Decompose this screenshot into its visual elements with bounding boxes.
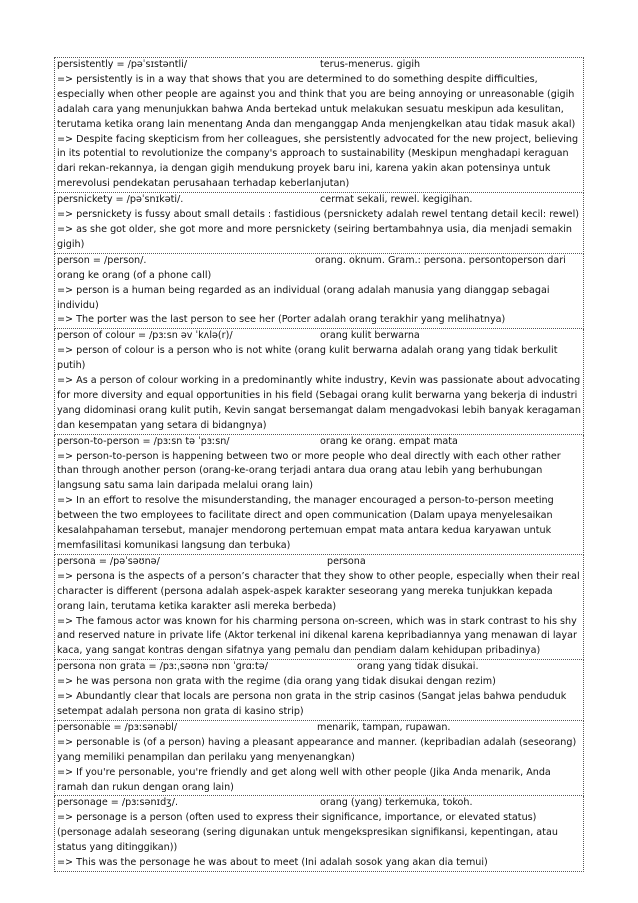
dictionary-entry	[54, 193, 584, 254]
entry-header	[57, 796, 581, 811]
entry-definition: => persona is the aspects of a person’s character that they show to other people, especially when their real character is different (persona adalah aspek-aspek karakter seseorang yang mereka tunjukkan kepada orang lain, terutama ketika karakter asli mereka berbeda)	[57, 570, 580, 612]
dictionary-entry	[54, 329, 584, 434]
entry-example: => as she got older, she got more and more persnickety (seiring bertambahnya usia, dia menjadi semakin gigih)	[57, 223, 572, 250]
entry-translation: terus-menerus. gigih	[320, 59, 421, 70]
entry-headword: persona non grata = /pɜːˌsəʊnə nɒn ˈɡrɑːtə/	[57, 661, 268, 673]
entry-header	[57, 721, 581, 736]
entry-example: => If you're personable, you're friendly and get along well with other people (Jika Anda menarik, Anda ramah dan rukun dengan orang lain)	[57, 766, 551, 793]
entry-example: => Abundantly clear that locals are persona non grata in the strip casinos (Sangat jelas bahwa penduduk setempat adalah persona non grata di kasino strip)	[57, 691, 567, 717]
entry-definition: => persnickety is fussy about small details : fastidious (persnickety adalah rewel tentang detail kecil: rewel)	[57, 209, 579, 221]
entry-header	[57, 58, 581, 73]
entry-example: => The porter was the last person to see her (Porter adalah orang terakhir yang melihatnya)	[57, 314, 506, 326]
entry-header	[57, 435, 581, 450]
dictionary-entry	[54, 555, 584, 660]
entry-definition: => personage is a person (often used to express their significance, importance, or elevated status) (personage adalah seseorang (sering digunakan untuk mengekspresikan signifikansi, kepentingan, atau status yang ditinggikan))	[57, 812, 558, 854]
entry-example: => In an effort to resolve the misunderstanding, the manager encouraged a person-to-person meeting between the two employees to facilitate direct and open communication (Dalam upaya menyelesaikan kesalahpahaman tersebut, manajer mendorong pertemuan empat mata antara kedua karyawan untuk memfasilitasi komunikasi langsung dan terbuka)	[57, 495, 554, 551]
entry-example: => This was the personage he was about to meet (Ini adalah sosok yang akan dia temui)	[57, 857, 488, 869]
entry-definition: => personable is (of a person) having a pleasant appearance and manner. (kepribadian adalah (seseorang) yang memiliki penampilan dan perilaku yang menyenangkan)	[57, 736, 577, 763]
dictionary-page	[54, 57, 584, 872]
entry-example: => The famous actor was known for his charming persona on-screen, which was in stark contrast to his shy and reserved nature in private life (Aktor terkenal ini dikenal karena kepribadiannya yang menawan di layar kaca, yang sangat kontras dengan sifatnya yang pemalu dan pendiam dalam kehidupan pribadinya)	[57, 615, 577, 657]
dictionary-entry	[54, 660, 584, 721]
dictionary-entry	[54, 435, 584, 555]
entry-translation: orang kulit berwarna	[320, 330, 420, 342]
entry-translation: orang (yang) terkemuka, tokoh.	[320, 797, 473, 809]
dictionary-entry	[54, 57, 584, 193]
entry-definition: => persistently is in a way that shows that you are determined to do something despite difficulties, especially when other people are against you and think that you are being annoying or unreasonable (gigih adalah cara yang menunjukkan bahwa Anda bertekad untuk melakukan sesuatu meskipun ada kesulitan, terutama ketika orang lain menentang Anda dan menganggap Anda menjengkelkan atau tidak masuk akal)	[57, 73, 576, 130]
entry-headword: persnickety = /pəˈsnɪkəti/.	[57, 194, 184, 206]
entry-header	[57, 660, 581, 675]
entry-definition: => he was persona non grata with the regime (dia orang yang tidak disukai dengan rezim)	[57, 676, 496, 688]
entry-headword: persona = /pəˈsəʊnə/	[57, 555, 160, 567]
entry-headword: person-to-person = /pɜːsn tə ˈpɜːsn/	[57, 435, 230, 447]
entry-translation: orang ke orang. empat mata	[320, 435, 458, 447]
entry-headword: person = /person/.	[57, 254, 147, 266]
entry-example: => Despite facing skepticism from her colleagues, she persistently advocated for the new project, believing in its potential to revolutionize the company's approach to sustainability (Meskipun menghadapi keraguan dari rekan-rekannya, ia dengan gigih mendukung proyek baru ini, karena yakin akan potensinya untuk merevolusi pendekatan perusahaan terhadap keberlanjutan)	[57, 133, 579, 190]
entry-translation: orang. oknum. Gram.: persona. persontoperson dari orang ke orang (of a phone call)	[57, 254, 566, 281]
entry-example: => As a person of colour working in a predominantly white industry, Kevin was passionate about advocating for more diversity and equal opportunities in his field (Sebagai orang kulit berwarna yang bekerja di industri yang didominasi orang kulit putih, Kevin sangat bersemangat dalam mengadvokasi lebih banyak keragaman dan kesempatan yang setara di bidangnya)	[57, 375, 581, 431]
entry-headword: personage = /pɜːsənɪdʒ/.	[57, 797, 179, 809]
entry-definition: => person-to-person is happening between two or more people who deal directly with each other rather than through another person (orang-ke-orang terjadi antara dua orang atau lebih yang berhubungan langsung satu sama lain daripada melalui orang lain)	[57, 450, 561, 492]
entry-headword: personable = /pɜːsənəbl/	[57, 721, 178, 733]
entry-headword: person of colour = /pɜːsn əv ˈkʌlə(r)/	[57, 330, 233, 342]
entry-header	[57, 254, 581, 284]
entry-header	[57, 555, 581, 570]
entry-translation: persona	[327, 555, 366, 567]
entry-header	[57, 193, 581, 208]
dictionary-entry	[54, 796, 584, 872]
entry-headword: persistently = /pəˈsɪstəntli/	[57, 59, 188, 70]
entry-translation: menarik, tampan, rupawan.	[317, 721, 451, 733]
entry-translation: cermat sekali, rewel. kegigihan.	[320, 194, 473, 206]
entry-definition: => person is a human being regarded as an individual (orang adalah manusia yang dianggap sebagai individu)	[57, 284, 550, 311]
dictionary-entry	[54, 254, 584, 330]
entry-header	[57, 329, 581, 344]
entry-translation: orang yang tidak disukai.	[357, 661, 479, 673]
dictionary-entry	[54, 721, 584, 797]
entry-definition: => person of colour is a person who is not white (orang kulit berwarna adalah orang yang tidak berkulit putih)	[57, 345, 558, 372]
